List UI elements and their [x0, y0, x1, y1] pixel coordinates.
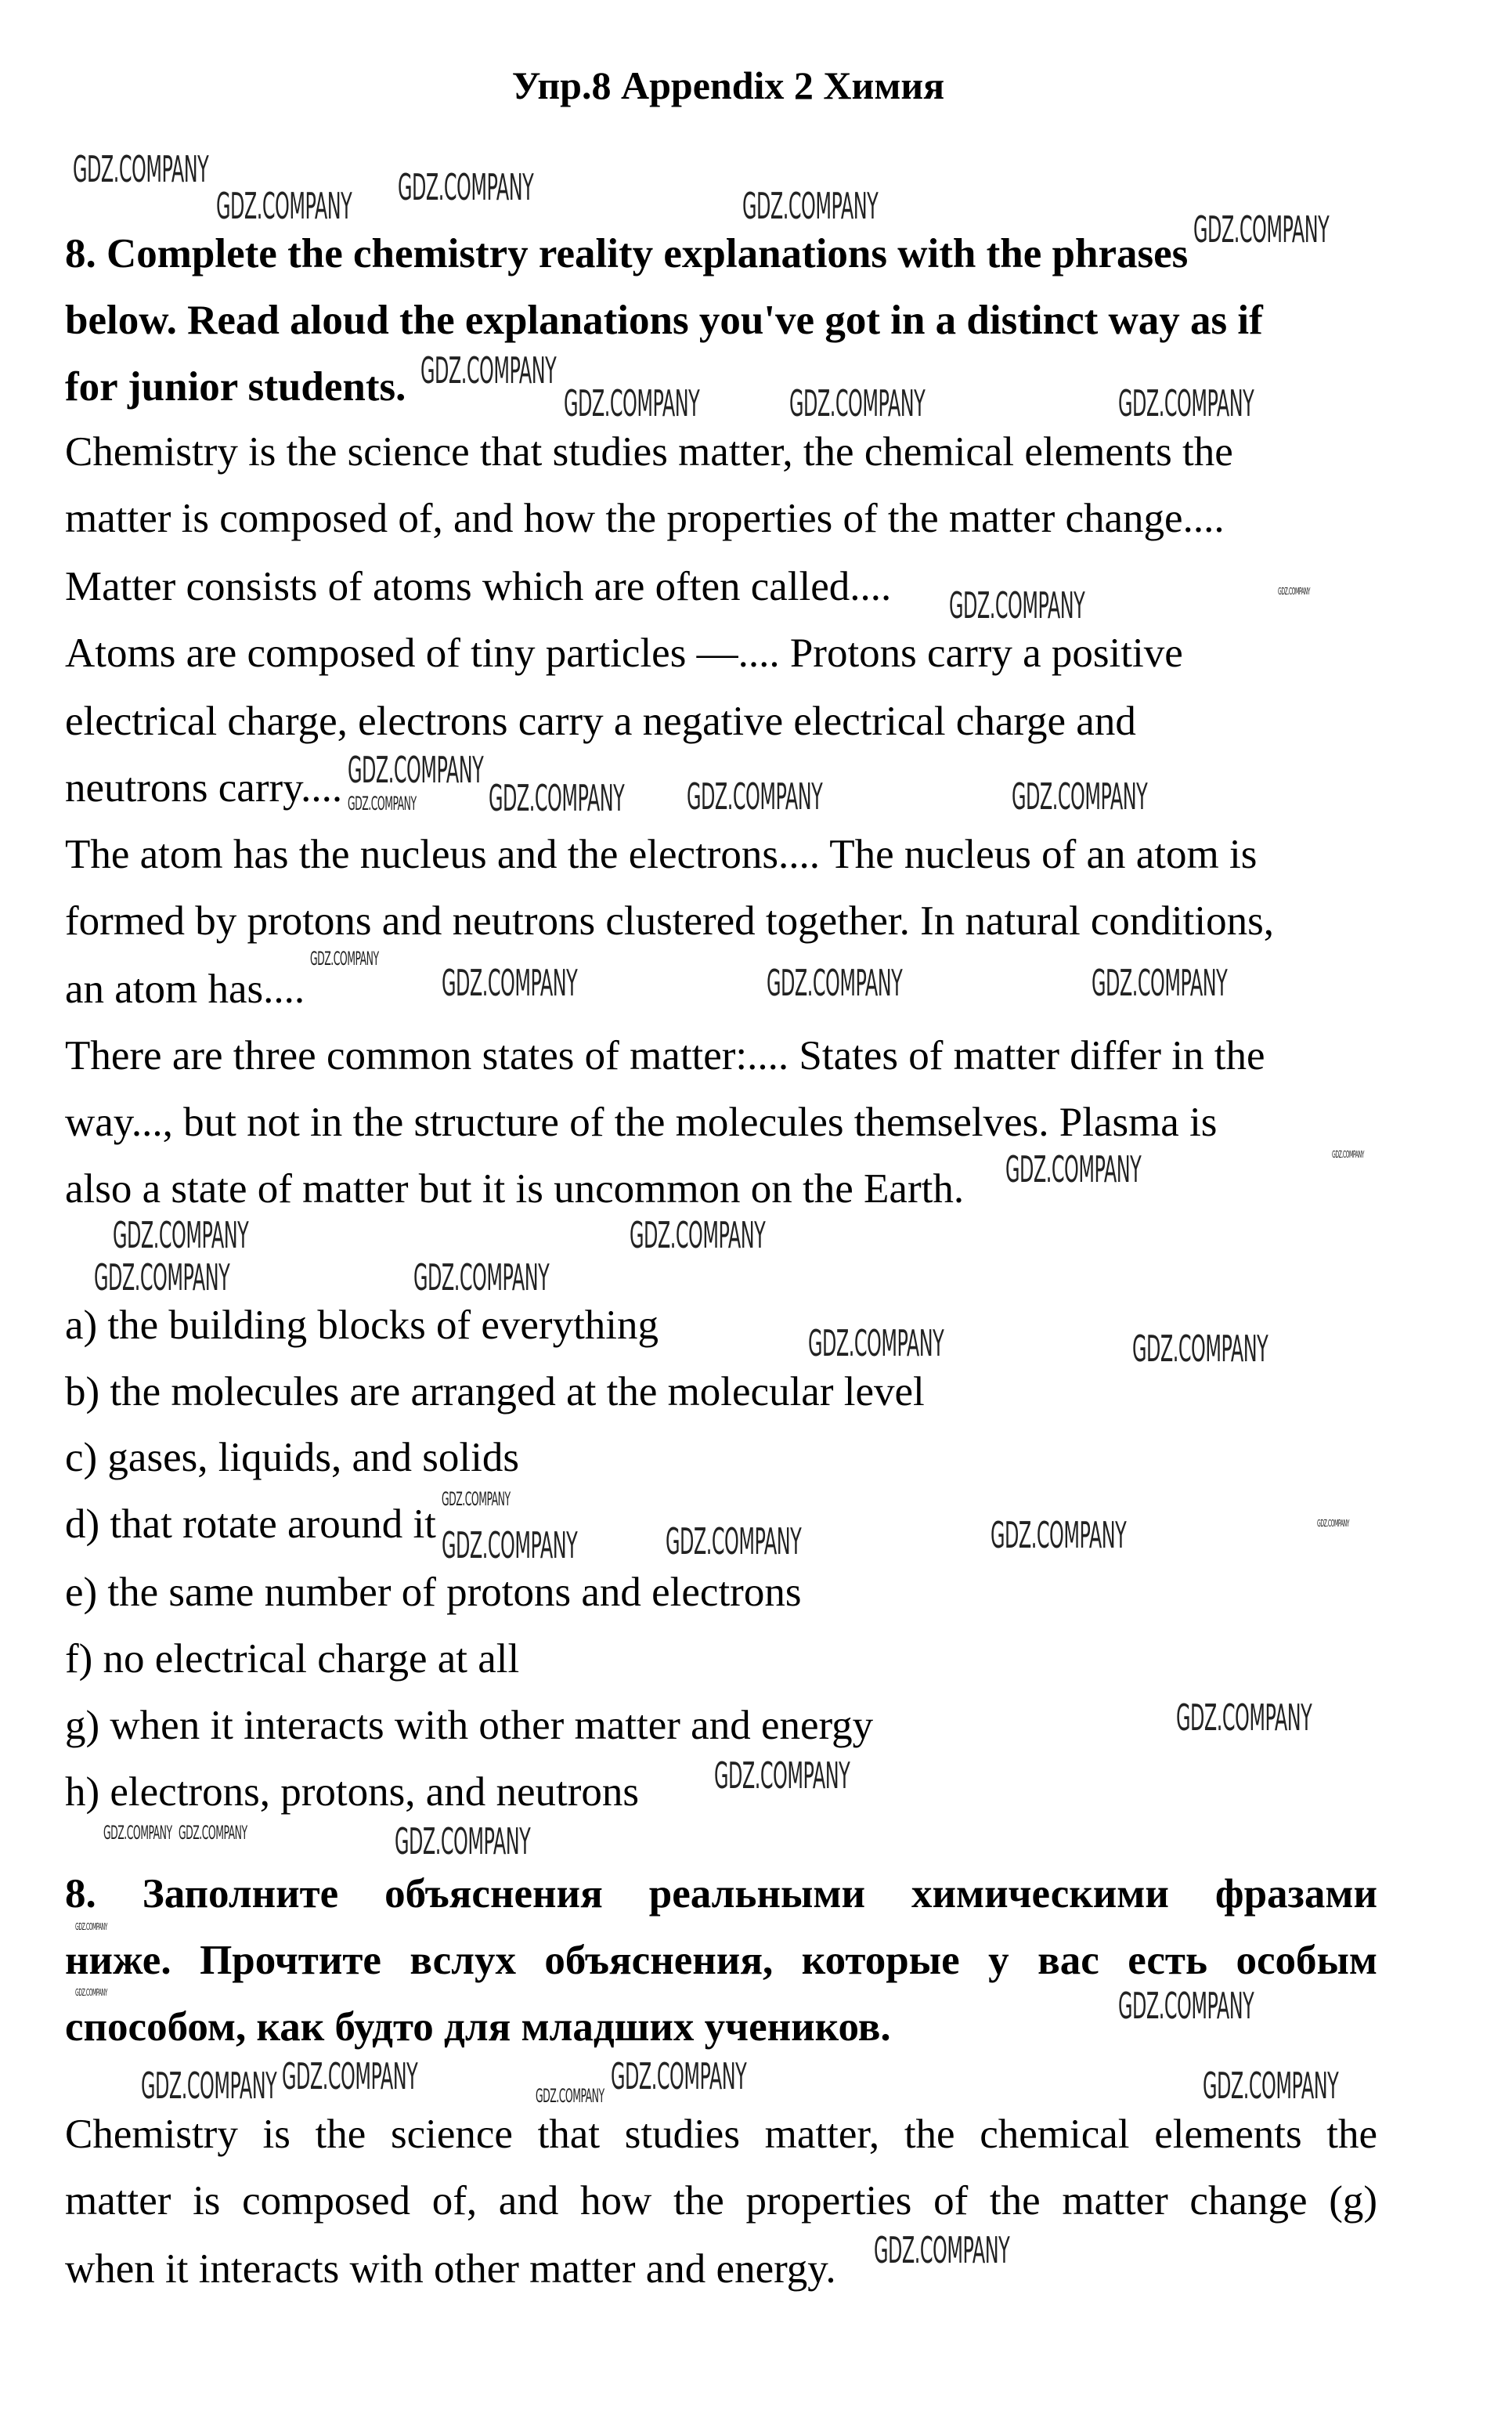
watermark-text: GDZ.COMPANY — [141, 2065, 277, 2107]
watermark-text: GDZ.COMPANY — [1316, 1517, 1349, 1529]
watermark-text: GDZ.COMPANY — [1011, 775, 1147, 818]
option-item: d) that rotate around it — [65, 1501, 436, 1548]
watermark-text: GDZ.COMPANY — [564, 382, 700, 425]
watermark-text: GDZ.COMPANY — [789, 382, 926, 425]
watermark-text: GDZ.COMPANY — [1332, 1148, 1365, 1160]
watermark-text: GDZ.COMPANY — [179, 1822, 247, 1844]
ru-heading-line: 8. Заполните объяснения реальными химическими фразами — [65, 1870, 1377, 1917]
option-item: c) gases, liquids, and solids — [65, 1435, 519, 1481]
watermark-text: GDZ.COMPANY — [94, 1256, 230, 1299]
watermark-text: GDZ.COMPANY — [1132, 1328, 1268, 1371]
watermark-text: GDZ.COMPANY — [714, 1754, 850, 1797]
watermark-text: GDZ.COMPANY — [990, 1513, 1126, 1556]
ru-heading-line: способом, как будто для младших учеников. — [65, 2003, 891, 2050]
watermark-text: GDZ.COMPANY — [113, 1214, 249, 1256]
option-item: g) when it interacts with other matter and energy — [65, 1703, 874, 1749]
watermark-text: GDZ.COMPANY — [75, 1987, 107, 1998]
task-heading-line: 8. Complete the chemistry reality explanations with the phrases — [65, 231, 1189, 277]
body-text-line: way..., but not in the structure of the molecules themselves. Plasma is — [65, 1099, 1218, 1145]
watermark-text: GDZ.COMPANY — [611, 2055, 747, 2097]
watermark-text: GDZ.COMPANY — [874, 2229, 1010, 2271]
option-item: f) no electrical charge at all — [65, 1636, 520, 1682]
watermark-text: GDZ.COMPANY — [1118, 1985, 1254, 2027]
watermark-text: GDZ.COMPANY — [665, 1519, 801, 1563]
body-text-line: an atom has.... — [65, 966, 305, 1012]
body-text-line: neutrons carry.... — [65, 765, 343, 811]
watermark-text: GDZ.COMPANY — [395, 1820, 531, 1862]
watermark-text: GDZ.COMPANY — [767, 961, 903, 1004]
task-heading-line: for junior students. — [65, 364, 406, 410]
page-title-container — [0, 63, 1456, 108]
watermark-text: GDZ.COMPANY — [75, 1921, 107, 1932]
watermark-text: GDZ.COMPANY — [742, 185, 879, 227]
task-heading-line: below. Read aloud the explanations you've got in a distinct way as if — [65, 298, 1263, 344]
option-item: a) the building blocks of everything — [65, 1302, 659, 1348]
watermark-text: GDZ.COMPANY — [103, 1822, 172, 1844]
watermark-text: GDZ.COMPANY — [808, 1322, 944, 1364]
watermark-text: GDZ.COMPANY — [442, 1524, 578, 1566]
watermark-text: GDZ.COMPANY — [216, 185, 352, 227]
watermark-text: GDZ.COMPANY — [397, 166, 534, 209]
watermark-text: GDZ.COMPANY — [1005, 1148, 1142, 1190]
answer-text-line: when it interacts with other matter and energy. — [65, 2245, 836, 2292]
watermark-text: GDZ.COMPANY — [441, 961, 578, 1004]
watermark-text: GDZ.COMPANY — [348, 749, 484, 791]
watermark-text: GDZ.COMPANY — [310, 948, 379, 970]
body-text-line: There are three common states of matter:.... States of matter differ in the — [65, 1032, 1265, 1078]
body-text-line: formed by protons and neutrons clustered together. In natural conditions, — [65, 898, 1274, 944]
watermark-text: GDZ.COMPANY — [630, 1214, 766, 1256]
watermark-text: GDZ.COMPANY — [489, 777, 625, 819]
watermark-text: GDZ.COMPANY — [1176, 1696, 1312, 1740]
watermark-text: GDZ.COMPANY — [1193, 208, 1330, 251]
answer-text-line: Chemistry is the science that studies matter, the chemical elements the — [65, 2111, 1377, 2157]
watermark-text: GDZ.COMPANY — [413, 1256, 550, 1299]
body-text-line: Chemistry is the science that studies matter, the chemical elements the — [65, 429, 1233, 475]
body-text-line: matter is composed of, and how the properties of the matter change.... — [65, 496, 1225, 542]
watermark-text: GDZ.COMPANY — [72, 148, 208, 191]
body-text-line: The atom has the nucleus and the electrons.... The nucleus of an atom is — [65, 832, 1258, 877]
watermark-text: GDZ.COMPANY — [420, 349, 556, 392]
watermark-text: GDZ.COMPANY — [282, 2055, 418, 2097]
watermark-text: GDZ.COMPANY — [536, 2085, 604, 2107]
watermark-text: GDZ.COMPANY — [1118, 382, 1254, 425]
watermark-text: GDZ.COMPANY — [348, 793, 417, 815]
watermark-text: GDZ.COMPANY — [1277, 586, 1310, 598]
watermark-text: GDZ.COMPANY — [686, 775, 822, 818]
option-item: h) electrons, protons, and neutrons — [65, 1769, 639, 1815]
page-title: Упр.8 Appendix 2 Химия — [511, 63, 945, 107]
body-text-line: Matter consists of atoms which are often called.... — [65, 564, 892, 610]
option-item: b) the molecules are arranged at the molecular level — [65, 1368, 925, 1414]
answer-text-line: matter is composed of, and how the properties of the matter change (g) — [65, 2177, 1377, 2224]
watermark-text: GDZ.COMPANY — [442, 1488, 511, 1510]
ru-heading-line: ниже. Прочтите вслух объяснения, которые у вас есть особым — [65, 1937, 1377, 1983]
watermark-text: GDZ.COMPANY — [1203, 2065, 1339, 2107]
option-item: e) the same number of protons and electrons — [65, 1570, 802, 1616]
watermark-text: GDZ.COMPANY — [949, 584, 1085, 627]
body-text-line: Atoms are composed of tiny particles —.... Protons carry a positive — [65, 630, 1183, 677]
body-text-line: also a state of matter but it is uncommon on the Earth. — [65, 1165, 965, 1212]
body-text-line: electrical charge, electrons carry a negative electrical charge and — [65, 699, 1136, 745]
watermark-text: GDZ.COMPANY — [1092, 961, 1228, 1004]
